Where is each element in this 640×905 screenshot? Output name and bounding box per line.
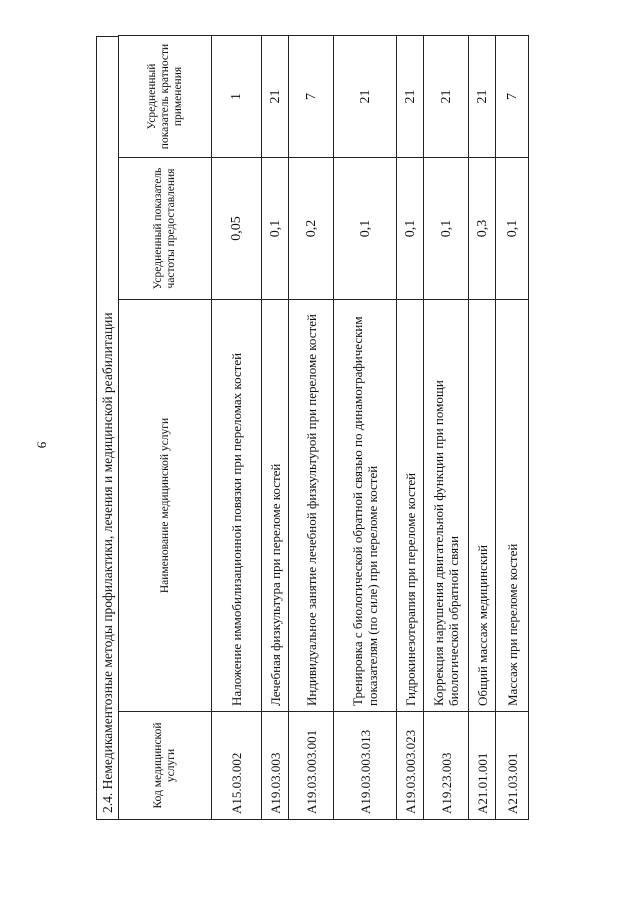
service-name: Индивидуальное занятие лечебной физкультурой при переломе костей — [289, 300, 334, 712]
table-row — [397, 36, 424, 820]
service-multiplicity: 7 — [496, 36, 529, 158]
table-row — [496, 36, 529, 820]
page-number: 9 — [34, 441, 50, 449]
service-code: A19.03.003 — [262, 712, 289, 820]
service-name: Тренировка с биологической обратной связью по динамографическим показателям (по силе) при переломе костей — [334, 300, 397, 712]
service-code: A15.03.002 — [212, 712, 262, 820]
service-name: Коррекция нарушения двигательной функции при помощи биологической обратной связи — [424, 300, 469, 712]
service-code: A21.01.001 — [469, 712, 496, 820]
service-code: A19.03.003.001 — [289, 712, 334, 820]
header-code: Код медицинской услуги — [119, 712, 212, 820]
table-row — [469, 36, 496, 820]
service-frequency: 0,1 — [334, 158, 397, 300]
table-row — [212, 36, 262, 820]
header-frequency: Усредненный показатель частоты предоставления — [119, 158, 212, 300]
service-multiplicity: 21 — [397, 36, 424, 158]
service-multiplicity: 7 — [289, 36, 334, 158]
service-multiplicity: 21 — [262, 36, 289, 158]
table-row — [262, 36, 289, 820]
service-frequency: 0,3 — [469, 158, 496, 300]
table-row — [424, 36, 469, 820]
service-frequency: 0,1 — [262, 158, 289, 300]
service-code: A19.03.003.023 — [397, 712, 424, 820]
service-multiplicity: 1 — [212, 36, 262, 158]
service-frequency: 0,05 — [212, 158, 262, 300]
service-multiplicity: 21 — [334, 36, 397, 158]
header-name: Наименование медицинской услуги — [119, 300, 212, 712]
table-header-row — [119, 36, 212, 820]
service-frequency: 0,1 — [424, 158, 469, 300]
service-frequency: 0,2 — [289, 158, 334, 300]
service-name: Гидрокинезотерапия при переломе костей — [397, 300, 424, 712]
service-code: A21.03.001 — [496, 712, 529, 820]
service-frequency: 0,1 — [397, 158, 424, 300]
service-name: Лечебная физкультура при переломе костей — [262, 300, 289, 712]
service-frequency: 0,1 — [496, 158, 529, 300]
service-multiplicity: 21 — [469, 36, 496, 158]
service-code: A19.23.003 — [424, 712, 469, 820]
service-name: Массаж при переломе костей — [496, 300, 529, 712]
service-multiplicity: 21 — [424, 36, 469, 158]
header-multiplicity: Усредненный показатель кратности применения — [119, 36, 212, 158]
table-row — [334, 36, 397, 820]
service-name: Наложение иммобилизационной повязки при переломах костей — [212, 300, 262, 712]
section-title: 2.4. Немедикаментозные методы профилактики, лечения и медицинской реабилитации — [96, 36, 118, 820]
services-table — [118, 35, 529, 820]
service-name: Общий массаж медицинский — [469, 300, 496, 712]
service-code: A19.03.003.013 — [334, 712, 397, 820]
table-row — [289, 36, 334, 820]
rotated-table-block — [96, 36, 520, 820]
